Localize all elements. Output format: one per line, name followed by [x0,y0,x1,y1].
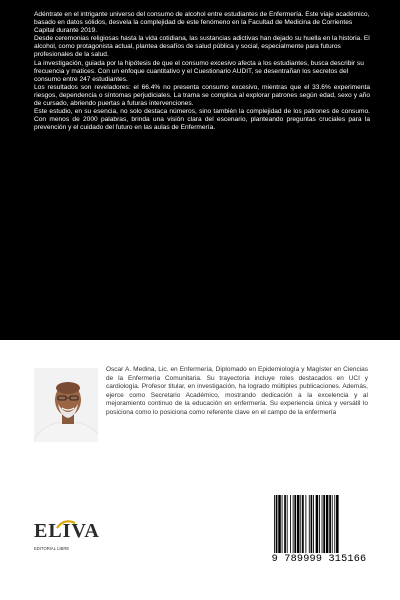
blurb-paragraph: Este estudio, en su esencia, no solo destaca números, sino también la complejidad de los patrones de consumo. Con menos de 2000 palabras, brinda una visión clara del escenario, planteando preguntas cruciales para la prevención y el cuidado del futuro en las aulas de Enfermería. [34,108,370,132]
barcode-bar [323,495,325,553]
barcode-bar [326,495,329,553]
blurb-paragraph: Desde ceremonias religiosas hasta la vida cotidiana, las sustancias adictivas han dejado su huella en la historia. El alcohol, como protagonista actual, plantea desafíos de salud pública y social, especialmente para futuros profesionales de la salud. [34,35,370,59]
barcode-bar [300,495,301,553]
barcode-bar [336,495,339,553]
publisher-tagline: EDITORIAL LIBRE [34,546,70,551]
barcode-bar [294,495,296,553]
isbn-barcode [268,493,370,569]
barcode-bar [313,495,314,553]
isbn-number: 9 789999 315166 [271,554,367,565]
publisher-logo-text: ELIVA [34,520,100,542]
barcode-bar [302,495,304,553]
book-blurb [34,11,370,132]
blurb-paragraph: Los resultados son reveladores: el 66.4% no presenta consumo excesivo, mientras que el 33.6% experimenta riesgos, dependencia o síntomas perjudiciales. La trama se complica al explorar patrones según edad, sexo y año de cursado, abriendo puertas a futuras intervenciones. [34,83,370,108]
blurb-paragraph: Adéntrate en el intrigante universo del consumo de alcohol entre estudiantes de Enfermería. Este viaje académico, basado en datos sólidos, desvela la complejidad de este fenómeno en la Facultad de Medicina de Corrientes Capital durante 2019. [34,11,370,35]
barcode-bar [329,495,331,553]
barcode-bar [319,495,320,553]
barcode-bar [305,495,306,553]
publisher-logo [34,520,100,572]
barcode-bar [284,495,286,553]
barcode-bar [274,495,275,553]
barcode-bar [334,495,335,553]
author-bio: Oscar A. Medina, Lic. en Enfermería, Diplomado en Epidemiología y Magíster en Ciencias de la Enfermería Comunitaria. Su trayectoria incluye roles destacados en UCI y cardiología. Profesor titular, en investigación, ha logrado múltiples publicaciones. Además, ejerce como Secretario Académico, mostrando dedicación a la excelencia y al mejoramiento continuo de la educación en enfermería. Su experiencia única y versátil lo posiciona como lo posiciona como referente clave en el campo de la enfermería [106,366,368,416]
barcode-bar [287,495,288,553]
barcode-bar [332,495,333,553]
barcode-bar [322,495,323,553]
barcode-bar [276,495,278,553]
barcode-bar [278,495,281,553]
barcode-bar [309,495,310,553]
barcode-bar [311,495,313,553]
barcode-bar [297,495,300,553]
blurb-paragraph: La investigación, guiada por la hipótesis de que el consumo excesivo afecta a los estudiantes, busca describir su frecuencia y matices. Con un enfoque cuantitativo y el Cuestionario AUDIT, se desentrañan los secretos del consumo entre 247 estudiantes. [34,59,364,83]
barcode-bar [290,495,291,553]
author-photo [34,368,98,442]
barcode-bar [293,495,294,553]
barcode-bar [316,495,319,553]
barcode-bar [282,495,283,553]
barcode-bars [274,495,364,553]
